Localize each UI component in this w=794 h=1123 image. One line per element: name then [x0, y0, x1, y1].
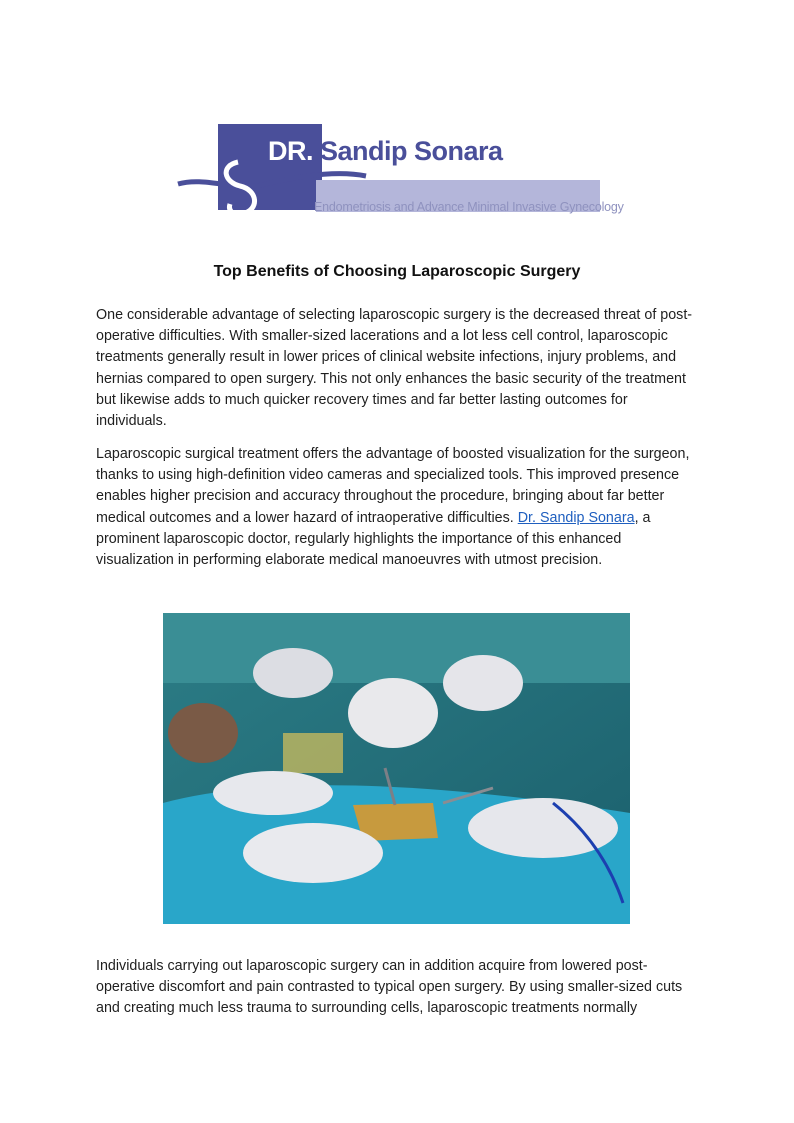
logo-tagline: Endometriosis and Advance Minimal Invasive Gynecology [314, 200, 624, 214]
surgery-photo [163, 613, 630, 924]
logo [176, 122, 624, 222]
dr-sandip-sonara-link[interactable]: Dr. Sandip Sonara [517, 509, 635, 526]
paragraph-1: One considerable advantage of selecting laparoscopic surgery is the decreased threat of post-operative difficulties. With smaller-sized lacerations and a lot less cell control, laparoscopic treatments generally result in lower prices of clinical website infections, injury problems, and hernias compared to open surgery. This not only enhances the basic security of the treatment but likewise adds to much quicker recovery times and far better lasting outcomes for individuals. [96, 307, 693, 430]
surgery-photo-image [163, 613, 630, 924]
logo-name: DR. Sandip Sonara [268, 136, 503, 166]
paragraph-3: Individuals carrying out laparoscopic surgery can in addition acquire from lowered post-operative discomfort and pain contrasted to typical open surgery. By using smaller-sized cuts and creating much less trauma to surrounding cells, laparoscopic treatments normally [96, 958, 683, 1017]
article-title: Top Benefits of Choosing Laparoscopic Surgery [213, 263, 581, 280]
paragraph-2 [96, 444, 700, 571]
paragraph-2-text-end: , a prominent laparoscopic doctor, regularly highlights the importance of this enhanced visualization in performing elaborate medical manoeuvres with utmost precision. [96, 509, 651, 569]
paragraph-2-text-start: Laparoscopic surgical treatment offers the advantage of boosted visualization for the surgeon, thanks to using high-definition video cameras and specialized tools. This improved presence enables higher precision and accuracy throughout the procedure, bringing about far better medical outcomes and a lower hazard of intraoperative difficulties. [96, 446, 690, 526]
